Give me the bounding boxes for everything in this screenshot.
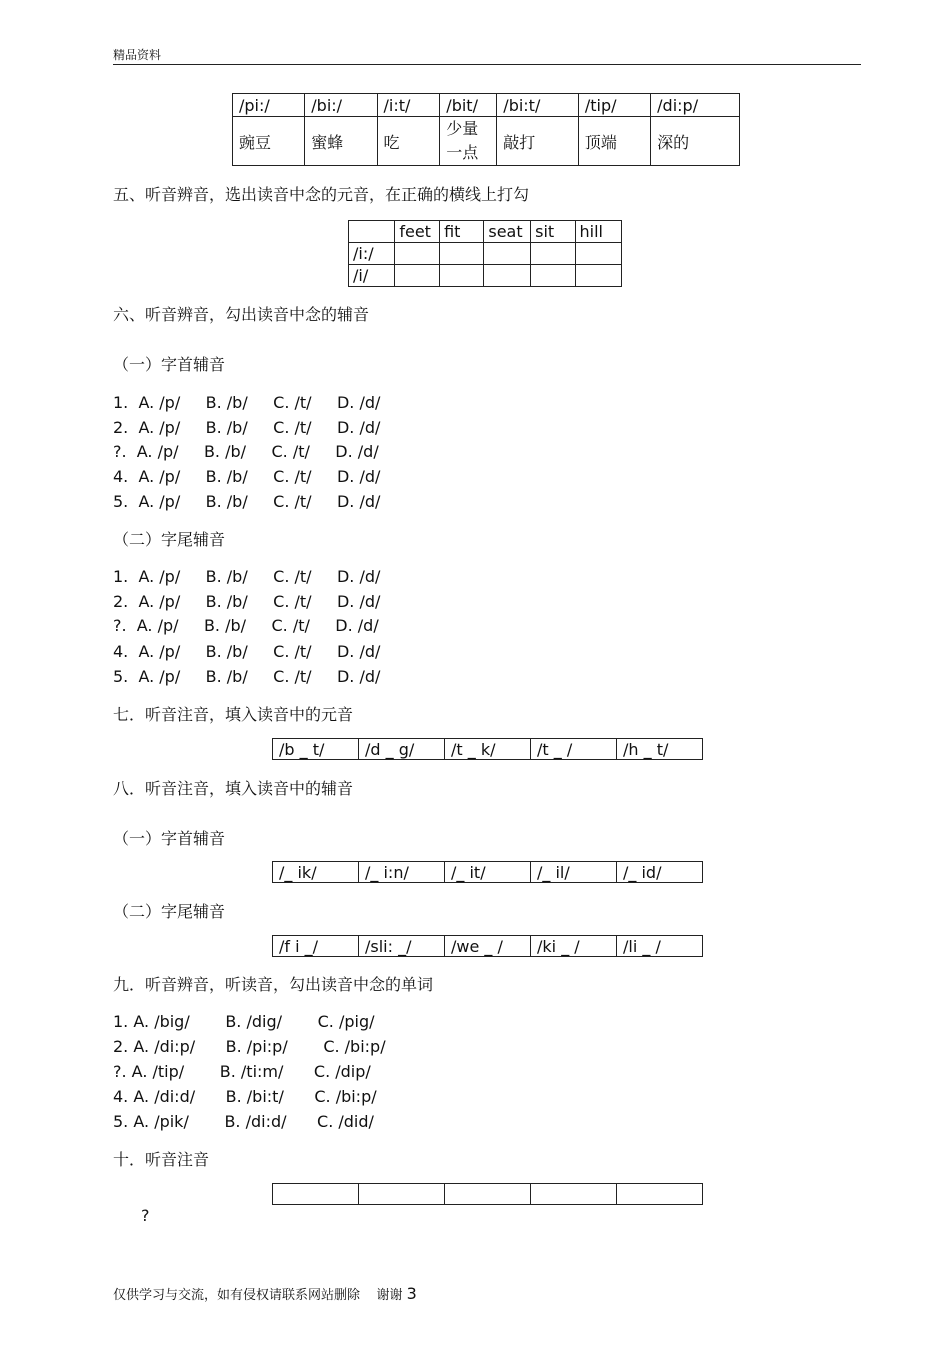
fill-cell[interactable]: /ki _ /	[531, 936, 617, 957]
fill-cell[interactable]: /sli: _/	[359, 936, 445, 957]
section-10-title: 十．听音注音	[113, 1150, 210, 1169]
table-cell: 敲打	[497, 117, 579, 166]
section-7-title: 七．听音注音，填入读音中的元音	[113, 705, 354, 724]
fill-cell[interactable]: /_ il/	[531, 862, 617, 883]
check-cell[interactable]	[484, 265, 531, 287]
table-cell: /bi:/	[305, 94, 377, 117]
list-item: ?. A. /p/ B. /b/ C. /t/ D. /d/	[113, 616, 379, 635]
table-cell: 蜜蜂	[305, 117, 377, 166]
list-item: ?. A. /p/ B. /b/ C. /t/ D. /d/	[113, 442, 379, 461]
list-item: 4. A. /di:d/ B. /bi:t/ C. /bi:p/	[113, 1087, 377, 1106]
page-number: 3	[406, 1284, 417, 1303]
table-cell: /di:p/	[651, 94, 740, 117]
table-cell	[440, 117, 497, 166]
list-item: 5. A. /p/ B. /b/ C. /t/ D. /d/	[113, 492, 381, 511]
fill-cell[interactable]	[445, 1184, 531, 1205]
list-item: 5. A. /pik/ B. /di:d/ C. /did/	[113, 1112, 374, 1131]
row-label: /i:/	[349, 243, 395, 265]
question-mark: ?	[141, 1206, 150, 1225]
list-item: ?. A. /tip/ B. /ti:m/ C. /dip/	[113, 1062, 371, 1081]
fill-cell[interactable]: /h _ t/	[617, 739, 703, 760]
section-8-title: 八．听音注音，填入读音中的辅音	[113, 779, 354, 798]
footer-text: 仅供学习与交流，如有侵权请联系网站删除 谢谢	[113, 1288, 403, 1303]
table-header: hill	[575, 221, 621, 243]
cell-text: 少量一点	[446, 119, 479, 162]
subsection-final-consonant: （二）字尾辅音	[113, 902, 226, 921]
check-cell[interactable]	[440, 243, 484, 265]
fill-cell[interactable]: /t _ k/	[445, 739, 531, 760]
check-cell[interactable]	[484, 243, 531, 265]
table-cell: /tip/	[578, 94, 650, 117]
table-header	[349, 221, 395, 243]
table-header: sit	[531, 221, 575, 243]
table-cell: /pi:/	[233, 94, 305, 117]
final-consonant-fill-table	[272, 935, 703, 957]
row-label: /i/	[349, 265, 395, 287]
list-item: 1. A. /p/ B. /b/ C. /t/ D. /d/	[113, 567, 381, 586]
phonetic-meaning-table	[232, 93, 740, 166]
check-cell[interactable]	[531, 265, 575, 287]
table-cell: 深的	[651, 117, 740, 166]
check-cell[interactable]	[531, 243, 575, 265]
fill-cell[interactable]: /f i _/	[273, 936, 359, 957]
table-header: fit	[440, 221, 484, 243]
subsection-initial-consonant: （一）字首辅音	[113, 355, 226, 374]
fill-cell[interactable]	[531, 1184, 617, 1205]
list-item: 2. A. /p/ B. /b/ C. /t/ D. /d/	[113, 592, 381, 611]
table-cell: 豌豆	[233, 117, 305, 166]
check-cell[interactable]	[575, 243, 621, 265]
subsection-final-consonant: （二）字尾辅音	[113, 530, 226, 549]
section-9-title: 九．听音辨音，听读音，勾出读音中念的单词	[113, 975, 434, 994]
fill-cell[interactable]: /_ ik/	[273, 862, 359, 883]
fill-cell[interactable]	[273, 1184, 359, 1205]
section-5-title: 五、听音辨音，选出读音中念的元音，在正确的横线上打勾	[113, 185, 530, 204]
fill-cell[interactable]: /_ i:n/	[359, 862, 445, 883]
table-cell: /bi:t/	[497, 94, 579, 117]
vowel-check-table	[348, 220, 622, 287]
subsection-initial-consonant: （一）字首辅音	[113, 829, 226, 848]
check-cell[interactable]	[440, 265, 484, 287]
list-item: 5. A. /p/ B. /b/ C. /t/ D. /d/	[113, 667, 381, 686]
check-cell[interactable]	[395, 243, 440, 265]
fill-cell[interactable]: /t _ /	[531, 739, 617, 760]
list-item: 4. A. /p/ B. /b/ C. /t/ D. /d/	[113, 642, 381, 661]
fill-cell[interactable]: /b _ t/	[273, 739, 359, 760]
table-cell: 顶端	[578, 117, 650, 166]
header-rule	[113, 64, 861, 65]
table-header: feet	[395, 221, 440, 243]
list-item: 4. A. /p/ B. /b/ C. /t/ D. /d/	[113, 467, 381, 486]
fill-cell[interactable]: /_ id/	[617, 862, 703, 883]
list-item: 2. A. /di:p/ B. /pi:p/ C. /bi:p/	[113, 1037, 386, 1056]
fill-cell[interactable]: /we _ /	[445, 936, 531, 957]
table-cell: /i:t/	[377, 94, 440, 117]
vowel-fill-table	[272, 738, 703, 760]
check-cell[interactable]	[395, 265, 440, 287]
fill-cell[interactable]: /d _ g/	[359, 739, 445, 760]
fill-cell[interactable]: /_ it/	[445, 862, 531, 883]
table-cell: /bit/	[440, 94, 497, 117]
page-header: 精品资料	[113, 48, 162, 62]
fill-cell[interactable]: /li _ /	[617, 936, 703, 957]
list-item: 1. A. /p/ B. /b/ C. /t/ D. /d/	[113, 393, 381, 412]
list-item: 2. A. /p/ B. /b/ C. /t/ D. /d/	[113, 418, 381, 437]
section-6-title: 六、听音辨音，勾出读音中念的辅音	[113, 305, 370, 324]
initial-consonant-fill-table	[272, 861, 703, 883]
transcription-blank-table	[272, 1183, 703, 1205]
table-header: seat	[484, 221, 531, 243]
check-cell[interactable]	[575, 265, 621, 287]
fill-cell[interactable]	[359, 1184, 445, 1205]
fill-cell[interactable]	[617, 1184, 703, 1205]
page-footer	[113, 1284, 417, 1303]
list-item: 1. A. /big/ B. /dig/ C. /pig/	[113, 1012, 375, 1031]
table-cell: 吃	[377, 117, 440, 166]
